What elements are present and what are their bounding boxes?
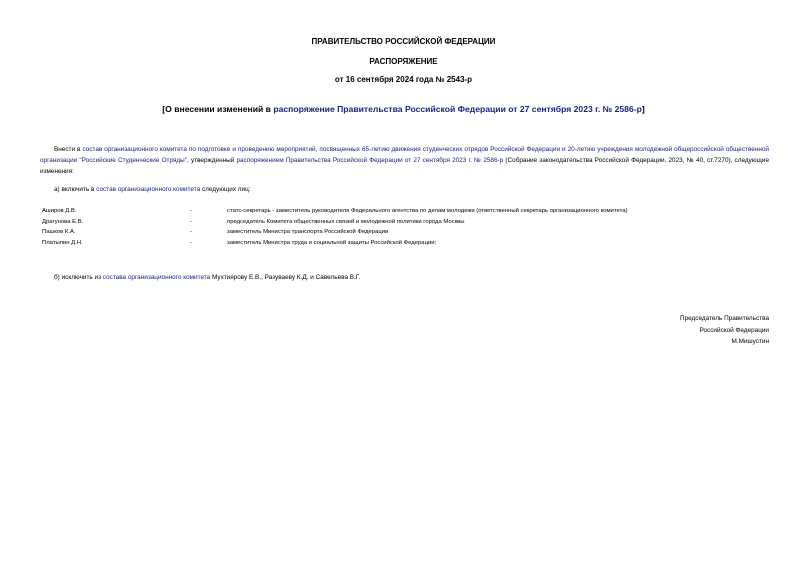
signature-title: Председатель Правительства (680, 315, 769, 322)
government-heading: ПРАВИТЕЛЬСТВО РОССИЙСКОЙ ФЕДЕРАЦИИ (311, 37, 496, 46)
title-close: ] (641, 104, 645, 114)
item-a-committee-link[interactable]: состав организационного комитета (96, 186, 201, 193)
document-title (0, 104, 807, 114)
document-type: РАСПОРЯЖЕНИЕ (369, 57, 438, 66)
item-b-committee-link[interactable]: состава организационного комитета (102, 274, 211, 281)
title-open: [О внесении изменений в (162, 104, 274, 114)
list-item (40, 240, 769, 251)
list-item (40, 219, 769, 230)
intro-text-2: , утвержденный (187, 157, 237, 164)
member-name: Драгунова Е.В. (42, 218, 84, 225)
signature-name: М.Мишустин (731, 338, 769, 345)
order-2586-link[interactable]: распоряжением Правительства Российской Федерации от 27 сентября 2023 г. № 2586-р (236, 157, 504, 164)
member-dash: - (190, 218, 192, 225)
member-dash: - (190, 239, 192, 246)
item-b-prefix: б) исключить из (54, 274, 103, 281)
member-role: статс-секретарь - заместитель руководителя Федерального агентства по делам молодежи (ответственный секретарь организационного комитета) (227, 208, 628, 214)
intro-text-3: (Собрание законодательства Российской Федерации, 2023, № 40, ст.7270), следующие изменения: (40, 157, 769, 175)
members-list (40, 208, 769, 250)
document-date-number: от 16 сентября 2024 года № 2543-р (334, 75, 473, 84)
item-b-paragraph (54, 272, 754, 283)
member-name: Платыпин Д.Н. (42, 239, 83, 246)
committee-composition-link[interactable]: состав организационного комитета по подготовке и проведению мероприятий, посвященных 65-летию движения студенческих отрядов Российской Федерации и 20-летию учреждения молодежной общероссийской общественной организации "Российские Студенческие Отряды" (40, 146, 770, 164)
member-role: председатель Комитета общественных связей и молодежной политики города Москвы (227, 218, 465, 225)
member-dash: - (190, 229, 192, 235)
item-a-suffix: следующих лиц: (200, 186, 251, 193)
signature-block (680, 313, 769, 348)
item-a-paragraph (54, 184, 754, 195)
intro-paragraph (40, 144, 769, 177)
item-b-suffix: Мухтиярову Е.В., Разуваеву К.Д. и Савельева В.Г. (210, 274, 361, 281)
member-role: заместитель Министра транспорта Российской Федерации (227, 229, 389, 235)
title-referenced-order-link[interactable]: распоряжение Правительства Российской Федерации от 27 сентября 2023 г. № 2586-р (273, 104, 642, 114)
list-item (40, 208, 769, 219)
member-name: Пашков К.А. (42, 229, 76, 235)
member-dash: - (190, 208, 192, 214)
item-a-prefix: а) включить в (54, 186, 97, 193)
signature-country: Российской Федерации (699, 326, 769, 334)
intro-text-1: Внести в (54, 146, 83, 153)
member-name: Аширов Д.В. (42, 208, 77, 214)
list-item (40, 229, 769, 240)
member-role: заместитель Министра труда и социальной защиты Российской Федерации; (227, 239, 437, 246)
